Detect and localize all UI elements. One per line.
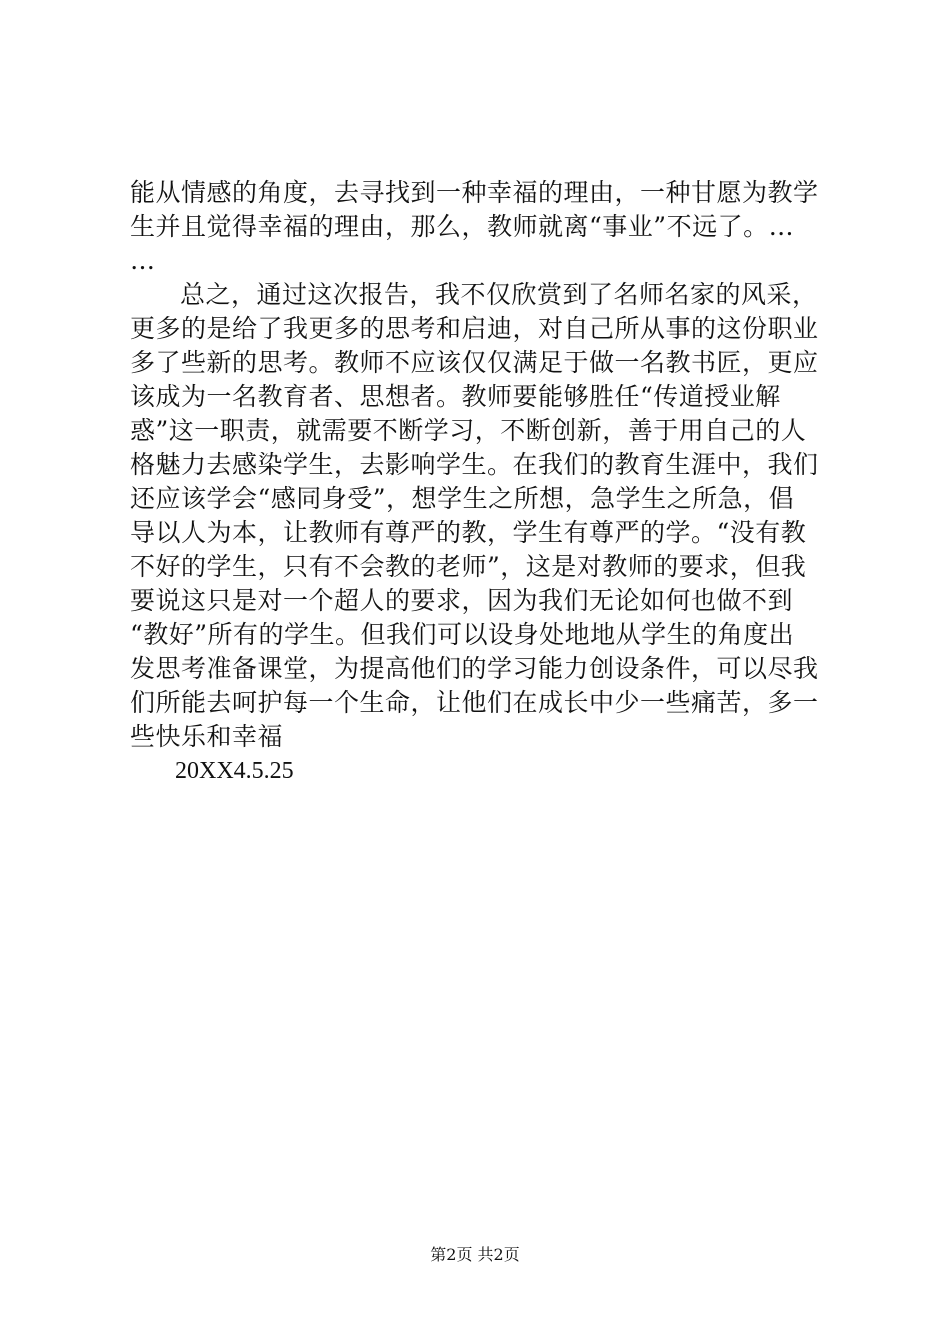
text-line: 发思考准备课堂，为提高他们的学习能力创设条件，可以尽我 [130,654,819,683]
text-line: 惑”这一职责，就需要不断学习，不断创新，善于用自己的人 [130,416,807,445]
text-line: … [130,246,156,275]
page-number: 第2页 共2页 [430,1245,520,1264]
text-line: 生并且觉得幸福的理由，那么，教师就离“事业”不远了。… [130,212,795,241]
text-line: 导以人为本，让教师有尊严的教，学生有尊严的学。“没有教 [130,518,807,547]
document-body [130,176,830,788]
text-line: 些快乐和幸福 [130,722,284,751]
text-line: 更多的是给了我更多的思考和启迪，对自己所从事的这份职业 [130,314,819,343]
text-line: 能从情感的角度，去寻找到一种幸福的理由，一种甘愿为教学 [130,178,819,207]
text-line: 该成为一名教育者、思想者。教师要能够胜任“传道授业解 [130,382,781,411]
text-line: 多了些新的思考。教师不应该仅仅满足于做一名教书匠，更应 [130,348,819,377]
document-date: 20XX4.5.25 [175,758,294,784]
text-line: 们所能去呵护每一个生命，让他们在成长中少一些痛苦，多一 [130,688,819,717]
paragraph-start-line: 总之，通过这次报告，我不仅欣赏到了名师名家的风采， [180,280,818,309]
text-line: 不好的学生，只有不会教的老师”，这是对教师的要求，但我 [130,552,807,581]
text-line: 要说这只是对一个超人的要求，因为我们无论如何也做不到 [130,586,794,615]
text-line: 格魅力去感染学生，去影响学生。在我们的教育生涯中，我们 [130,450,819,479]
page-footer [0,1244,950,1266]
text-line: “教好”所有的学生。但我们可以设身处地地从学生的角度出 [130,620,795,649]
text-line: 还应该学会“感同身受”，想学生之所想，急学生之所急，倡 [130,484,795,513]
